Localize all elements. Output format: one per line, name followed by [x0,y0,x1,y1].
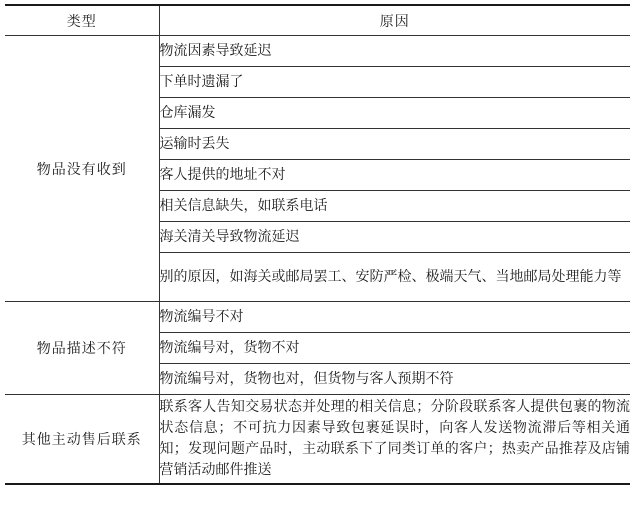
reason-cell: 相关信息缺失，如联系电话 [159,191,630,222]
header-type: 类型 [5,5,159,36]
reason-cell: 运输时丢失 [159,129,630,160]
reason-cell: 海关清关导致物流延迟 [159,222,630,253]
reason-cell: 下单时遗漏了 [159,67,630,98]
table-row [5,395,630,485]
reason-cell: 物流因素导致延迟 [159,36,630,67]
reason-cell: 别的原因，如海关或邮局罢工、安防严检、极端天气、当地邮局处理能力等 [159,253,630,302]
reason-cell: 联系客人告知交易状态并处理的相关信息；分阶段联系客人提供包裹的物流状态信息；不可抗力因素导致包裹延误时，向客人发送物流滞后等相关通知；发现问题产品时，主动联系下了同类订单的客户；热卖产品推荐及店铺营销活动邮件推送 [159,395,630,485]
reason-cell: 物流编号不对 [159,302,630,333]
table-row [5,302,630,333]
reasons-table [5,4,630,485]
category-not-received: 物品没有收到 [5,36,159,302]
header-row [5,5,630,36]
table-row [5,36,630,67]
reason-cell: 物流编号对，货物不对 [159,333,630,364]
reason-cell: 物流编号对，货物也对，但货物与客人预期不符 [159,364,630,395]
category-description-mismatch: 物品描述不符 [5,302,159,395]
header-reason: 原因 [159,5,630,36]
category-proactive-contact: 其他主动售后联系 [5,395,159,485]
reason-cell: 客人提供的地址不对 [159,160,630,191]
reason-cell: 仓库漏发 [159,98,630,129]
